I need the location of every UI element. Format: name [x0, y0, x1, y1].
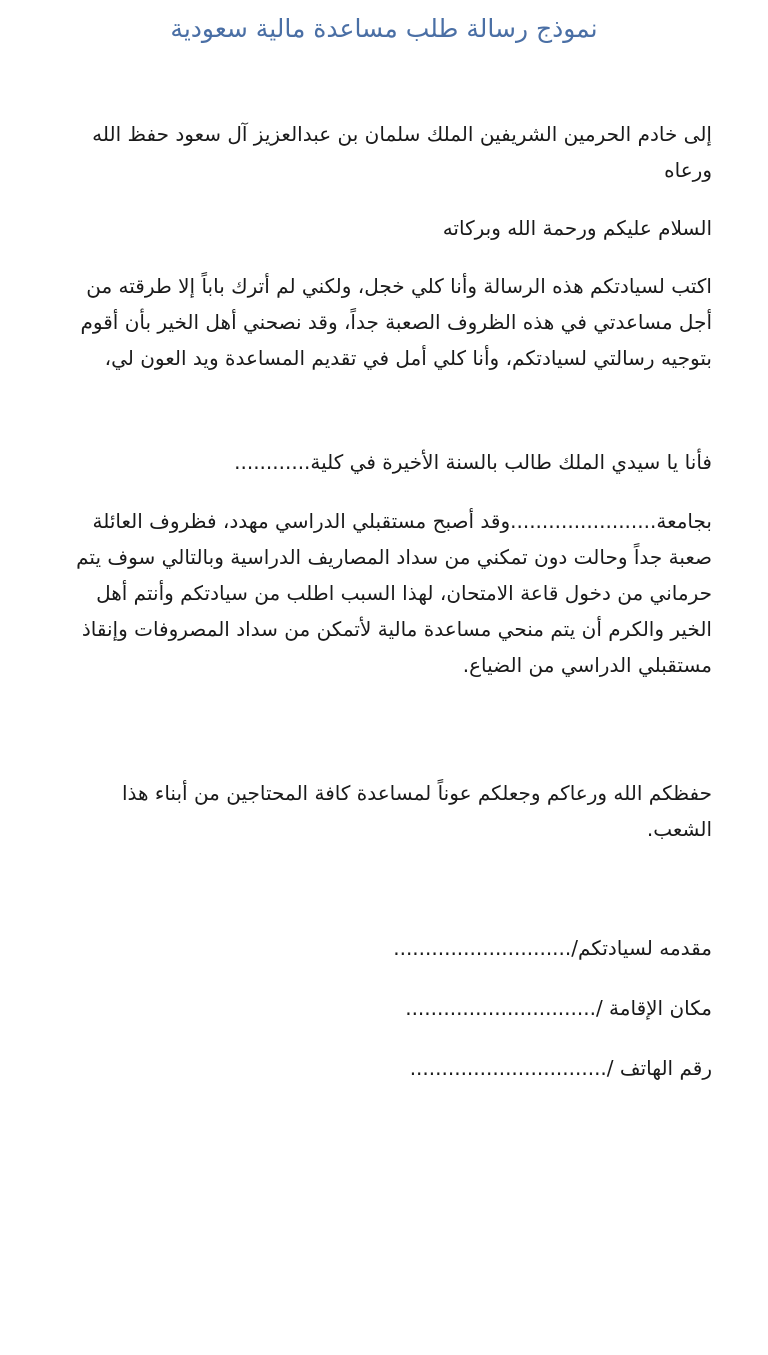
- signature-presented-by: مقدمه لسيادتكم/............................: [393, 936, 712, 960]
- greeting-paragraph: السلام عليكم ورحمة الله وبركاته: [442, 216, 712, 240]
- signature-residence: مكان الإقامة /..............................: [405, 996, 712, 1020]
- student-line: فأنا يا سيدي الملك طالب بالسنة الأخيرة في كلية............: [234, 450, 712, 474]
- closing-paragraph: حفظكم الله ورعاكم وجعلكم عوناً لمساعدة كافة المحتاجين من أبناء هذا الشعب.: [121, 781, 712, 841]
- body-paragraph-2: بجامعة.......................وقد أصبح مستقبلي الدراسي مهدد، فظروف العائلة صعبة جداً وحالت دون تمكني من سداد المصاريف الدراسية وبالتالي سوف يتم حرماني من دخول قاعة الامتحان، لهذا السبب اطلب من سيادتكم وأنتم أهل الخير والكرم أن يتم منحي مساعدة مالية لأتمكن من سداد المصروفات وإنقاذ مستقبلي الدراسي من الضياع.: [76, 509, 712, 677]
- body-paragraph-1: اكتب لسيادتكم هذه الرسالة وأنا كلي خجل، ولكني لم أترك باباً إلا طرقته من أجل مساعدتي في هذه الظروف الصعبة جداً، وقد نصحني أهل الخير بأن أقوم بتوجيه رسالتي لسيادتكم، وأنا كلي أمل في تقديم المساعدة ويد العون لي،: [80, 274, 712, 370]
- recipient-paragraph: إلى خادم الحرمين الشريفين الملك سلمان بن عبدالعزيز آل سعود حفظ الله ورعاه: [92, 122, 712, 182]
- signature-phone: رقم الهاتف /...............................: [409, 1056, 712, 1080]
- document-title: نموذج رسالة طلب مساعدة مالية سعودية: [170, 14, 598, 43]
